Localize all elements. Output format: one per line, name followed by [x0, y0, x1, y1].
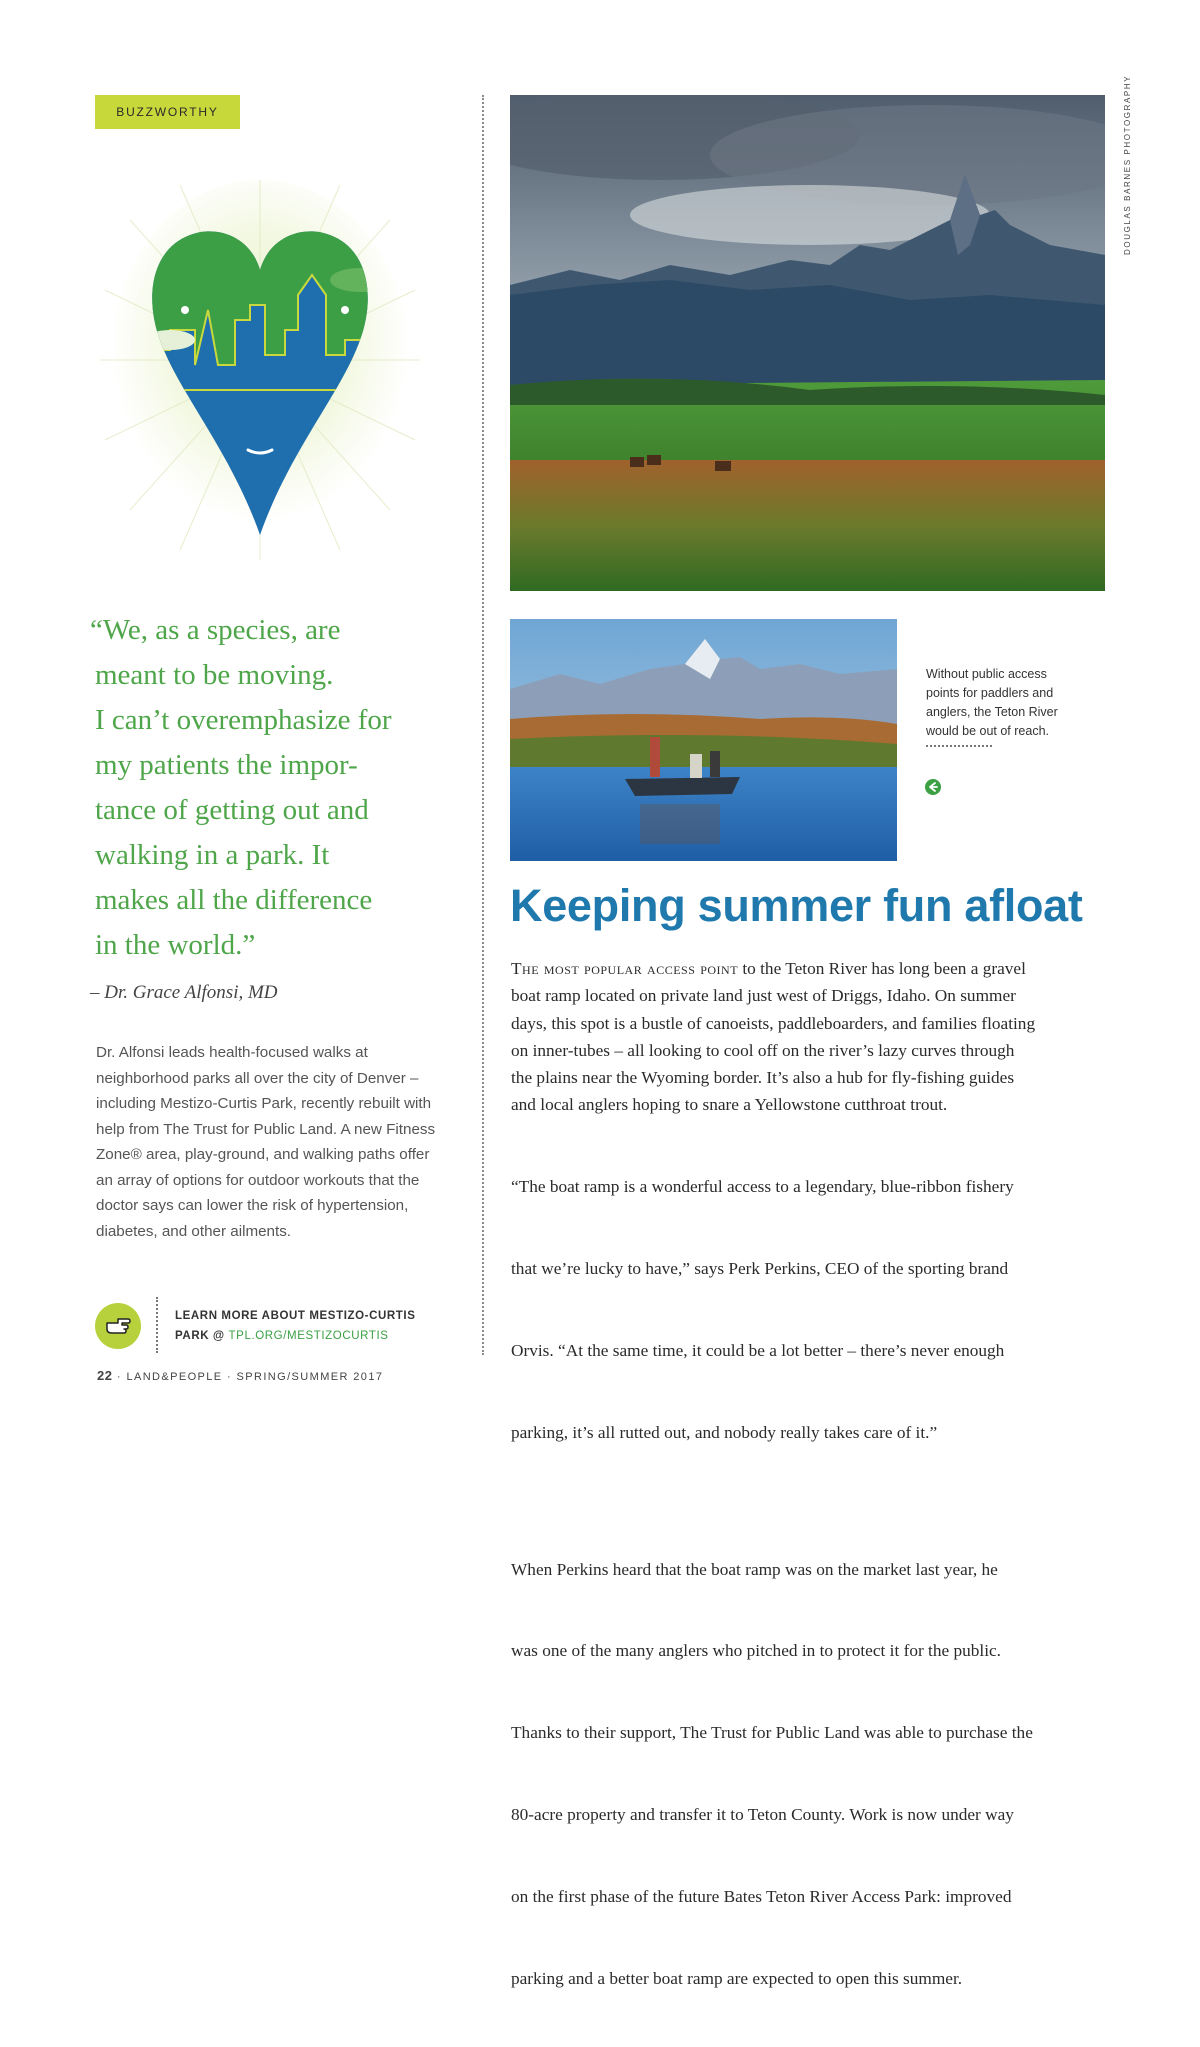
article-line	[511, 955, 1109, 982]
pull-quote	[90, 608, 450, 968]
learn-more	[175, 1306, 416, 1346]
page-number: 22	[97, 1368, 113, 1383]
learn-more-line1: LEARN MORE ABOUT MESTIZO-CURTIS	[175, 1310, 416, 1322]
article-line: and local anglers hoping to snare a Yellowstone cutthroat trout.	[511, 1095, 948, 1115]
article-line: 80-acre property and transfer it to Teton County. Work is now under way	[511, 1805, 1014, 1825]
quote-line: meant to be moving.	[95, 659, 334, 691]
article-body	[511, 955, 1109, 2047]
learn-more-divider	[156, 1297, 158, 1353]
lead-in-continuation: to the Teton River has long been a gravel	[738, 959, 1026, 978]
quote-line: makes all the difference	[95, 884, 373, 916]
quote-line: tance of getting out and	[95, 794, 369, 826]
article-line: days, this spot is a bustle of canoeists, paddleboarders, and families floating	[511, 1013, 1036, 1033]
quote-line: in the world.”	[95, 929, 256, 961]
river-boat-photo	[510, 619, 897, 861]
article-line: was one of the many anglers who pitched in to protect it for the public.	[511, 1641, 1001, 1661]
quote-line: I can’t overemphasize for	[95, 704, 392, 736]
paragraph-1	[511, 955, 1109, 1119]
article-line: “The boat ramp is a wonderful access to a legendary, blue-ribbon fishery	[511, 1177, 1014, 1197]
article-line: parking and a better boat ramp are expected to open this summer.	[511, 1968, 963, 1988]
article-line: the plains near the Wyoming border. It’s also a hub for fly-fishing guides	[511, 1068, 1015, 1088]
learn-more-prefix: PARK @	[175, 1330, 229, 1342]
article-line: boat ramp located on private land just west of Driggs, Idaho. On summer	[511, 986, 1016, 1006]
section-tag: BUZZWORTHY	[95, 95, 240, 129]
photo-credit	[1110, 74, 1132, 255]
article-line: Orvis. “At the same time, it could be a lot better – there’s never enough	[511, 1341, 1005, 1361]
page-folio	[97, 1368, 383, 1383]
photo-credit-text: DOUGLAS BARNES PHOTOGRAPHY	[1123, 74, 1132, 255]
article-line: that we’re lucky to have,” says Perk Perkins, CEO of the sporting brand	[511, 1259, 1009, 1279]
quote-line: “We, as a species, are	[90, 614, 341, 646]
article-line: When Perkins heard that the boat ramp was on the market last year, he	[511, 1559, 998, 1579]
sidebar-blurb: Dr. Alfonsi leads health-focused walks at neighborhood parks all over the city of Denver – including Mestizo-Curtis Park, recently rebuilt with help from The Trust for Public Land. A new Fitness Zone® area, play-ground, and walking paths offer an array of options for outdoor workouts that the doctor says can lower the risk of hypertension, diabetes, and other ailments.	[96, 1044, 436, 1240]
pointing-hand-icon[interactable]	[95, 1303, 141, 1349]
quote-line: my patients the impor-	[95, 749, 358, 781]
quote-attribution: – Dr. Grace Alfonsi, MD	[90, 982, 278, 1003]
folio-text: · LAND&PEOPLE · SPRING/SUMMER 2017	[112, 1371, 384, 1383]
photo-caption: Without public access points for paddlers and anglers, the Teton River would be out of reach.	[926, 667, 1058, 738]
learn-more-link[interactable]: TPL.ORG/MESTIZOCURTIS	[228, 1330, 389, 1342]
paragraph-3	[511, 1501, 1109, 2047]
arrow-left-icon	[925, 779, 941, 795]
learn-more-line2	[175, 1326, 416, 1346]
quote-line: walking in a park. It	[95, 839, 330, 871]
paragraph-2	[511, 1119, 1109, 1501]
article-line: parking, it’s all rutted out, and nobody really takes care of it.”	[511, 1423, 938, 1443]
column-divider	[482, 95, 484, 1355]
article-line: on the first phase of the future Bates Teton River Access Park: improved	[511, 1887, 1012, 1907]
article-line: Thanks to their support, The Trust for Public Land was able to purchase the	[511, 1723, 1033, 1743]
lead-in: The most popular access point	[511, 959, 739, 978]
article-headline: Keeping summer fun afloat	[510, 880, 1083, 931]
heart-city-illustration	[100, 180, 420, 570]
article-line: on inner-tubes – all looking to cool off on the river’s lazy curves through	[511, 1040, 1015, 1060]
caption-divider	[926, 745, 992, 747]
teton-landscape-photo	[510, 95, 1105, 591]
